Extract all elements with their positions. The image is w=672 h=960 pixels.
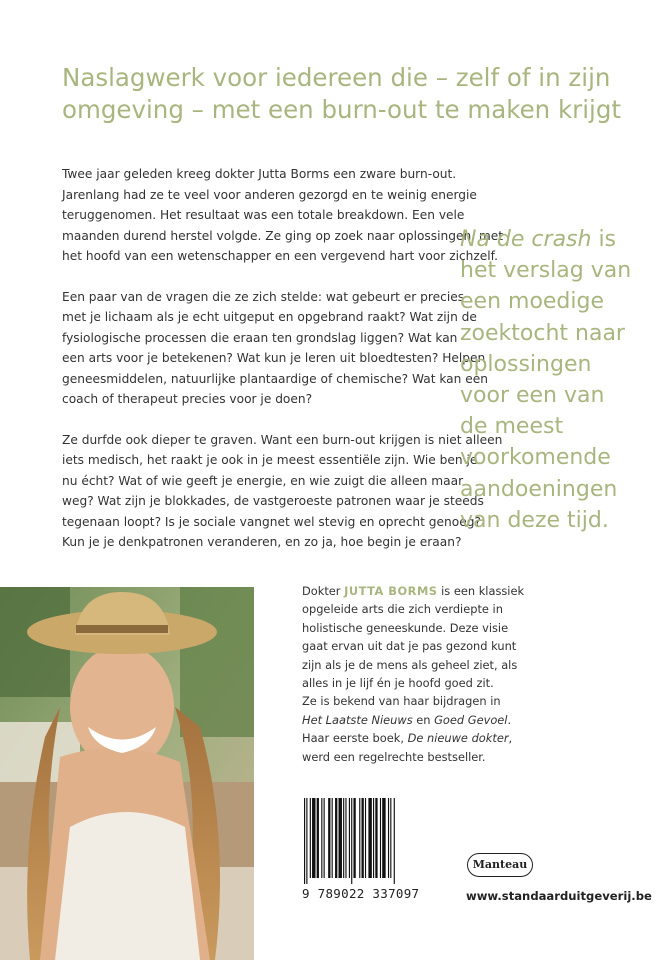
book-title: Na de crash [460,227,592,252]
bio-text: en [412,712,435,727]
pull-quote-line: het verslag van [460,258,632,284]
barcode-bar [380,798,381,878]
barcode-bar [349,798,350,878]
pull-quote-line: de meest [460,414,564,440]
pull-quote-line: voor een van [460,383,605,409]
text-line: Een paar van de vragen die ze zich stelde: wat gebeurt er precies [62,289,465,304]
text-line: maanden durend herstel volgde. Ze ging op zoek naar oplossingen, met [62,228,504,243]
text-line: een arts voor je betekenen? Wat kun je leren uit bloedtesten? Helpen [62,351,486,365]
bio-line: alles in je lijf én je hoofd goed zit. [302,676,494,691]
barcode-bar [345,798,346,878]
barcode-bar [321,798,322,878]
bio-text: , [508,731,513,746]
magazine-name: Goed Gevoel [434,712,508,727]
barcode-bar [328,798,330,878]
barcode-bar [359,798,360,878]
barcode-bar [335,798,337,878]
barcode-bar [306,798,307,884]
barcode-bar [362,798,364,878]
pull-quote-line: aandoeningen [460,476,618,502]
bio-line: opgeleide arts die zich verdiepte in [302,602,503,617]
author-photo-illustration [0,587,254,960]
paragraph-3 [62,430,503,553]
pull-quote-line: zoektocht naar [460,320,625,346]
text-line: iets medisch, het raakt je ook in je meest essentiële zijn. Wie ben je [62,453,478,467]
pull-quote-line: een moedige [460,289,605,315]
bio-line: Ze is bekend van haar bijdragen in [302,694,501,709]
text-line: nu écht? Wat of wie geeft je energie, en wie zuigt die alleen maar [62,473,464,488]
pull-quote-text: is [591,227,617,252]
bio-line [302,729,562,747]
text-line: Kun je je denkpatronen veranderen, en zo ja, hoe begin je eraan? [62,535,462,549]
barcode-bar [351,798,352,884]
first-book-title: De nieuwe dokter [407,731,509,746]
headline-line: omgeving – met een burn-out te maken krijgt [62,95,622,124]
pull-quote-line: voorkomende [460,445,611,471]
text-line: fysiologische processen die eraan ten grondslag liggen? Wat kan [62,330,458,345]
barcode-bar [353,798,355,878]
text-line: teruggenomen. Het resultaat was een totale breakdown. Een vele [62,208,465,222]
barcode-bar [312,798,315,878]
body-text [62,164,504,573]
bio-text: is een klassiek [437,584,525,598]
barcode-bar [390,798,391,878]
pull-quote-line: oplossingen [460,351,592,377]
barcode-bar [388,798,389,878]
author-photo [0,587,254,960]
barcode-bar [317,798,319,878]
barcode-bars [300,798,435,884]
pull-quote-line: van deze tijd. [460,507,609,533]
text-line: tegenaan loopt? Is je sociale vangnet wel stevig en oprecht genoeg? [62,514,481,529]
barcode-bar [304,798,305,884]
paragraph-1 [62,164,504,267]
barcode-bar [368,798,371,878]
bio-line: holistische geneeskunde. Deze visie [302,620,509,635]
text-line: coach of therapeut precies voor je doen? [62,392,313,406]
barcode-bar [339,798,342,878]
pull-quote [460,224,665,536]
newspaper-name: Het Laatste Nieuws [302,712,413,727]
text-line: met je lichaam als je echt uitgeput en opgebrand raakt? Wat zijn de [62,310,477,324]
text-line: Jarenlang had ze te veel voor anderen gezorgd en te weinig energie [62,187,477,202]
paragraph-2 [62,287,488,410]
bio-line: zijn als je de mens als geheel ziet, als [302,657,518,672]
barcode-bar [382,798,385,878]
publisher-website: www.standaarduitgeverij.be [466,889,652,903]
barcode [300,798,435,896]
bio-text: Haar eerste boek, [302,731,408,746]
barcode-bar [324,798,325,878]
barcode-bar [332,798,333,878]
author-bio [302,582,562,766]
text-line: geneesmiddelen, natuurlijke plantaardige of chemische? Wat kan een [62,371,488,386]
barcode-bar [365,798,366,878]
isbn-number: 9 789022 337097 [302,886,420,901]
text-line: Ze durfde ook dieper te graven. Want een burn-out krijgen is niet alleen [62,432,503,447]
bio-line: werd een regelrechte bestseller. [302,749,486,764]
headline [62,62,652,126]
bio-line [302,582,562,600]
bio-line [302,711,562,729]
barcode-bar [310,798,311,878]
publisher-logo: Manteau [467,853,533,877]
text-line: het hoofd van een wetenschapper en een vergevend hart voor zichzelf. [62,249,498,263]
pull-quote-line [460,224,665,255]
barcode-bar [375,798,377,878]
barcode-bar [343,798,344,878]
bio-line: gaat ervan uit dat je pas gezond kunt [302,639,517,654]
text-line: weg? Wat zijn je blokkades, de vastgeroeste patronen waar je steeds [62,494,484,508]
headline-line: Naslagwerk voor iedereen die – zelf of in zijn [62,63,611,92]
barcode-bar [373,798,374,878]
bio-text: . [507,712,512,727]
author-name: JUTTA BORMS [344,584,438,598]
text-line: Twee jaar geleden kreeg dokter Jutta Borms een zware burn-out. [62,167,457,181]
bio-prefix: Dokter [302,584,345,598]
barcode-bar [394,798,395,884]
